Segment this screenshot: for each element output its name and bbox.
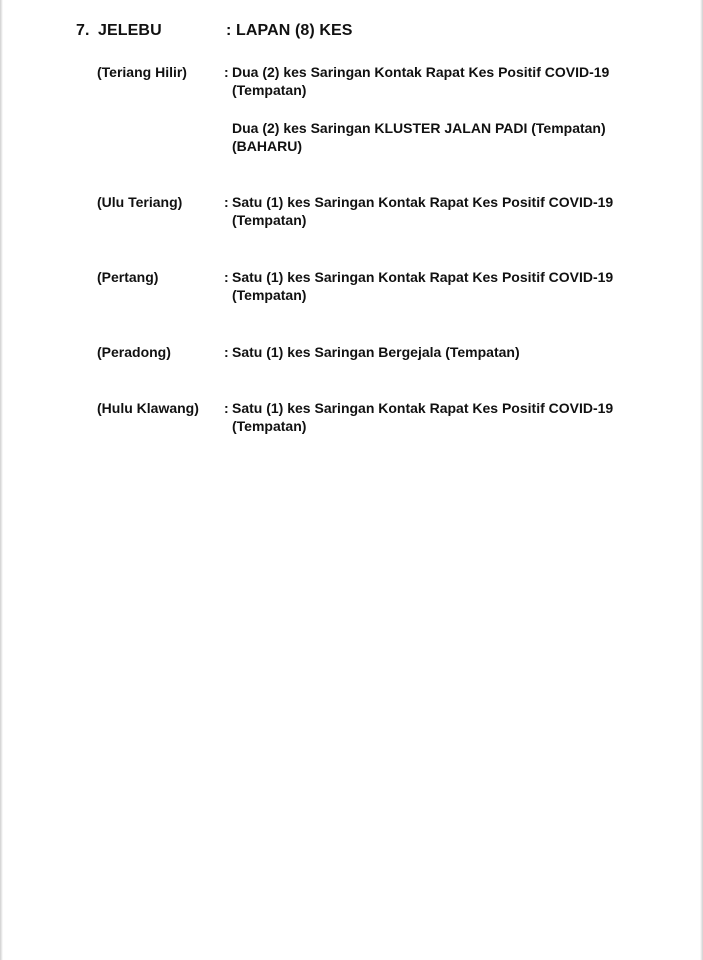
case-detail: Satu (1) kes Saringan Kontak Rapat Kes Positif COVID-19 (Tempatan) <box>232 400 614 434</box>
area-colon: : <box>224 194 229 210</box>
area-detail <box>232 343 632 361</box>
area-detail <box>232 193 632 229</box>
area-colon: : <box>224 269 229 285</box>
area-label: (Hulu Klawang) <box>97 400 199 416</box>
area-detail <box>232 399 632 435</box>
area-colon: : <box>224 400 229 416</box>
area-label: (Teriang Hilir) <box>97 64 187 80</box>
area-colon: : <box>224 344 229 360</box>
district-header <box>76 22 676 46</box>
area-label: (Pertang) <box>97 269 159 285</box>
area-detail <box>232 268 632 304</box>
area-colon: : <box>224 64 229 80</box>
area-detail <box>232 63 632 155</box>
district-total-cases: : LAPAN (8) KES <box>226 22 353 39</box>
case-detail: Satu (1) kes Saringan Bergejala (Tempatan) <box>232 344 520 360</box>
district-name: JELEBU <box>98 22 162 39</box>
case-detail: Satu (1) kes Saringan Kontak Rapat Kes Positif COVID-19 (Tempatan) <box>232 194 614 228</box>
district-number: 7. <box>76 22 90 39</box>
case-detail: Satu (1) kes Saringan Kontak Rapat Kes Positif COVID-19 (Tempatan) <box>232 269 614 303</box>
case-detail: Dua (2) kes Saringan KLUSTER JALAN PADI (Tempatan) (BAHARU) <box>232 120 606 154</box>
area-label: (Peradong) <box>97 344 171 360</box>
page-edge-left <box>0 0 3 960</box>
area-label: (Ulu Teriang) <box>97 194 183 210</box>
case-detail: Dua (2) kes Saringan Kontak Rapat Kes Positif COVID-19 (Tempatan) <box>232 64 610 98</box>
